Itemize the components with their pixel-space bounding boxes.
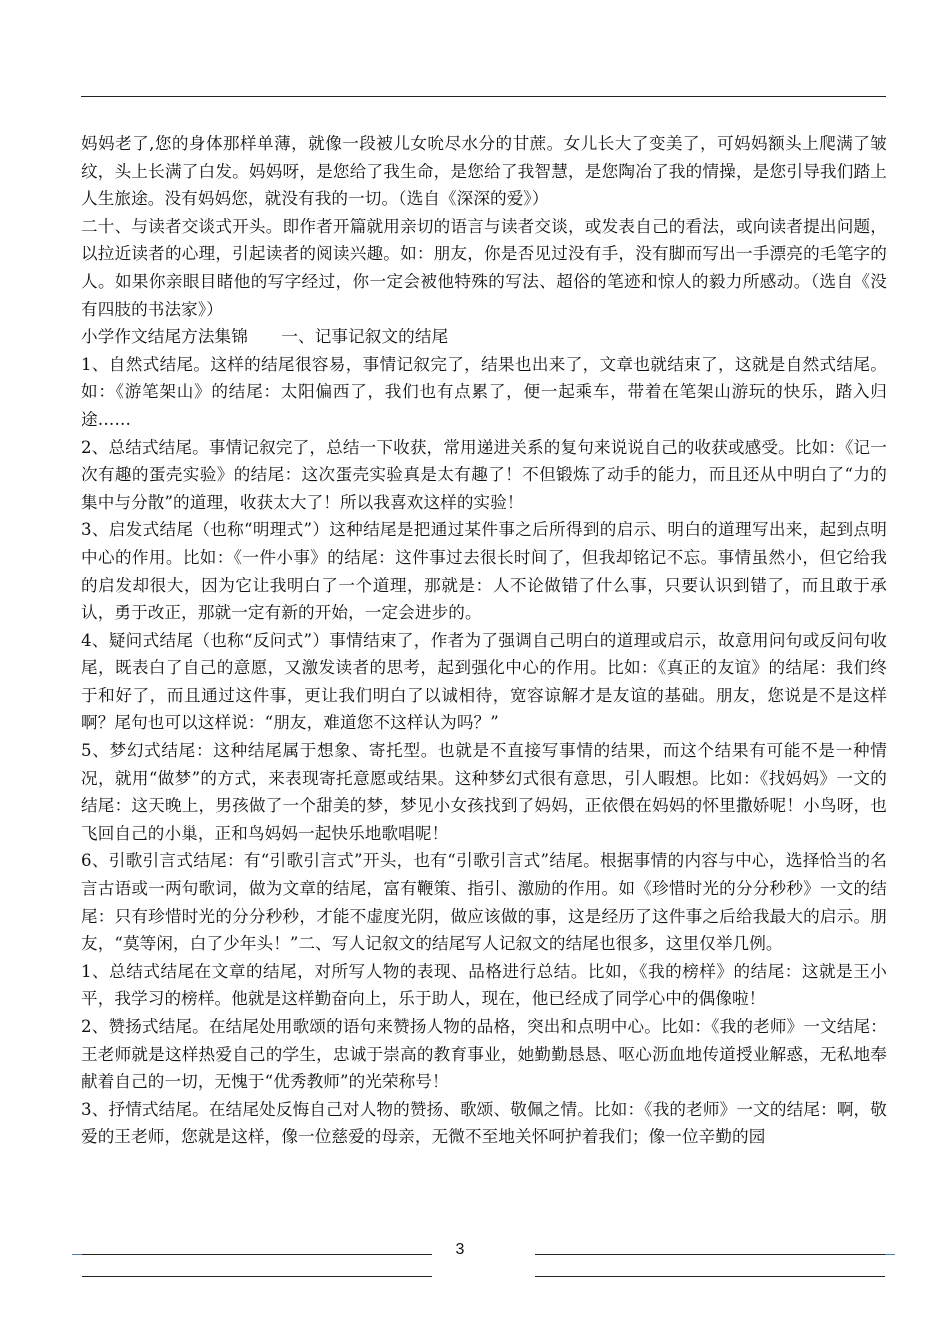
section-heading: 小学作文结尾方法集锦 一、记事记叙文的结尾	[81, 327, 449, 347]
header-rule	[81, 96, 886, 97]
footer-rule-right-upper	[535, 1254, 885, 1255]
footer-rule-right-lower	[535, 1276, 885, 1277]
paragraph: 2、总结式结尾。事情记叙完了，总结一下收获，常用递进关系的复句来说说自己的收获或感受。比如：《记一次有趣的蛋壳实验》的结尾：这次蛋壳实验真是太有趣了！不但锻炼了动手的能力，而且还从中明白了“力的集中与分散”的道理，收获太大了！所以我喜欢这样的实验！	[81, 437, 887, 512]
paragraph: 妈妈老了,您的身体那样单薄，就像一段被儿女吮尽水分的甘蔗。女儿长大了变美了，可妈妈额头上爬满了皱纹，头上长满了白发。妈妈呀，是您给了我生命，是您给了我智慧，是您陶冶了我的情操，是您引导我们踏上人生旅途。没有妈妈您，就没有我的一切。（选自《深深的爱》）	[81, 134, 887, 209]
paragraph: 6、引歌引言式结尾：有“引歌引言式”开头，也有“引歌引言式”结尾。根据事情的内容与中心，选择恰当的名言古语或一两句歌词，做为文章的结尾，富有鞭策、指引、激励的作用。如《珍惜时光的分分秒秒》一文的结尾：只有珍惜时光的分分秒秒，才能不虚度光阴，做应该做的事，这是经历了这件事之后给我最大的启示。朋友，“莫等闲，白了少年头！”二、写人记叙文的结尾写人记叙文的结尾也很多，这里仅举几例。	[81, 851, 887, 954]
paragraph: 3、抒情式结尾。在结尾处反悔自己对人物的赞扬、歌颂、敬佩之情。比如：《我的老师》一文的结尾：啊，敬爱的王老师，您就是这样，像一位慈爱的母亲，无微不至地关怀呵护着我们；像一位辛勤的园	[81, 1099, 887, 1147]
paragraph: 5、梦幻式结尾：这种结尾属于想象、寄托型。也就是不直接写事情的结果，而这个结果有可能不是一种情况，就用“做梦”的方式，来表现寄托意愿或结果。这种梦幻式很有意思，引人暇想。比如：《找妈妈》一文的结尾：这天晚上，男孩做了一个甜美的梦，梦见小女孩找到了妈妈，正依偎在妈妈的怀里撒娇呢！小鸟呀，也飞回自己的小巢，正和鸟妈妈一起快乐地歌唱呢！	[81, 741, 887, 843]
paragraph: 1、总结式结尾在文章的结尾，对所写人物的表现、品格进行总结。比如，《我的榜样》的结尾：这就是王小平，我学习的榜样。他就是这样勤奋向上，乐于助人，现在，他已经成了同学心中的偶像啦！	[81, 961, 887, 1009]
paragraph: 2、赞扬式结尾。在结尾处用歌颂的语句来赞扬人物的品格，突出和点明中心。比如：《我的老师》一文结尾：王老师就是这样热爱自己的学生，忠诚于崇高的教育事业，她勤勤恳恳、呕心沥血地传道授业解惑，无私地奉献着自己的一切，无愧于“优秀教师”的光荣称号！	[81, 1017, 887, 1092]
paragraph: 4、疑问式结尾（也称“反问式”）事情结束了，作者为了强调自己明白的道理或启示，故意用问句或反问句收尾，既表白了自己的意愿，又激发读者的思考，起到强化中心的作用。比如：《真正的友谊》的结尾：我们终于和好了，而且通过这件事，更让我们明白了以诚相待，宽容谅解才是友谊的基础。朋友，您说是不是这样啊？尾句也可以这样说：“朋友，难道您不这样认为吗？”	[81, 630, 887, 733]
document-body	[81, 130, 887, 1151]
page-number: 3	[455, 1241, 465, 1258]
footer-rule-left-lower	[82, 1276, 432, 1277]
footer-accent-left	[72, 1254, 82, 1255]
footer-accent-right	[885, 1254, 895, 1255]
paragraph: 1、自然式结尾。这样的结尾很容易，事情记叙完了，结果也出来了，文章也就结束了，这就是自然式结尾。如：《游笔架山》的结尾：太阳偏西了，我们也有点累了，便一起乘车，带着在笔架山游玩的快乐，踏入归途……	[81, 354, 887, 429]
paragraph: 3、启发式结尾（也称“明理式”）这种结尾是把通过某件事之后所得到的启示、明白的道理写出来，起到点明中心的作用。比如：《一件小事》的结尾：这件事过去很长时间了，但我却铭记不忘。事情虽然小，但它给我的启发却很大，因为它让我明白了一个道理，那就是：人不论做错了什么事，只要认识到错了，而且敢于承认，勇于改正，那就一定有新的开始，一定会进步的。	[81, 520, 887, 623]
paragraph: 二十、与读者交谈式开头。即作者开篇就用亲切的语言与读者交谈，或发表自己的看法，或向读者提出问题，以拉近读者的心理，引起读者的阅读兴趣。如：朋友，你是否见过没有手，没有脚而写出一手漂亮的毛笔字的人。如果你亲眼目睹他的写字经过，你一定会被他特殊的写法、超俗的笔迹和惊人的毅力所感动。（选自《没有四肢的书法家》）	[81, 216, 887, 319]
footer-rule-left-upper	[82, 1254, 432, 1255]
